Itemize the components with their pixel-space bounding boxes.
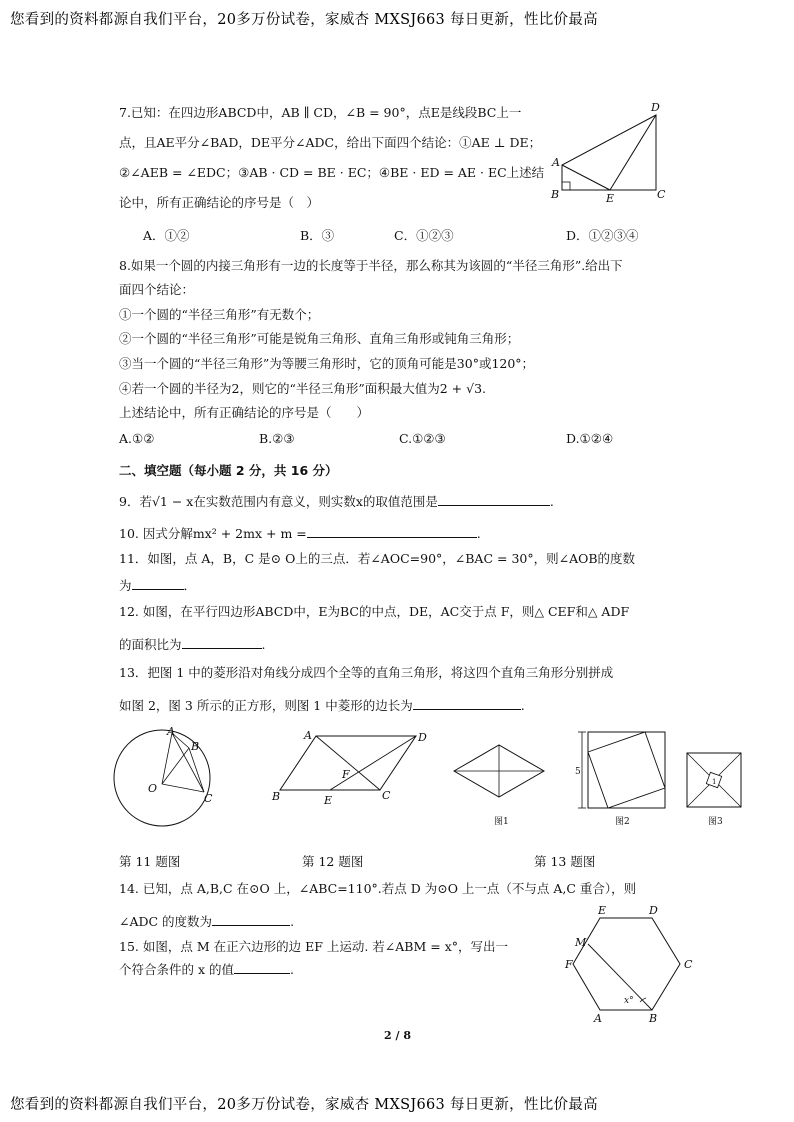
fig12-label-e: E [324, 794, 333, 807]
q8-line6: ④若一个圆的半径为2，则它的“半径三角形”面积最大值为2 + √3. [119, 381, 486, 396]
q7-label-b: B [551, 188, 560, 201]
q15-line1: 15. 如图，点 M 在正六边形的边 EF 上运动. 若∠ABM = x°，写出一 [119, 939, 508, 954]
fig11-label-o: O [148, 782, 158, 795]
top-banner: 您看到的资料都源自我们平台，20多万份试卷，家威杏 MXSJ663 每日更新，性比价最高 [10, 12, 598, 28]
q8-line5: ③当一个圆的“半径三角形”为等腰三角形时，它的顶角可能是30°或120°； [119, 356, 535, 371]
fig13-rhombus-figure [454, 745, 549, 805]
q15-line2 [119, 961, 294, 977]
fig15-label-c: C [684, 958, 693, 971]
q14-text: ∠ADC 的度数为 [119, 914, 213, 929]
caption-fig11: 第 11 题图 [119, 854, 181, 869]
fig15-label-f: F [565, 958, 573, 971]
q10-end: . [476, 526, 481, 541]
q9-answer-blank[interactable] [438, 493, 550, 506]
section-fill-blank-title: 二、填空题（每小题 2 分，共 16 分） [119, 463, 338, 478]
q8-option-b: B.②③ [259, 431, 295, 446]
q8-line3: ①一个圆的“半径三角形”有无数个； [119, 307, 320, 322]
fig15-label-e: E [598, 904, 607, 917]
q15-end: . [290, 962, 294, 977]
q14-line1: 14. 已知，点 A,B,C 在⊙O 上，∠ABC=110°.若点 D 为⊙O 上一点（不与点 A,C 重合），则 [119, 881, 637, 896]
q7-option-d: D．①②③④ [566, 228, 639, 243]
q9-end: . [549, 494, 554, 509]
q11-answer-blank[interactable] [132, 577, 184, 590]
fig13-label-side: 5 [575, 767, 581, 777]
fig13-caption-3: 图3 [708, 817, 723, 827]
q13-line2 [119, 697, 525, 713]
page-number: 2 / 8 [384, 1029, 411, 1042]
q11-text: 为 [119, 578, 132, 593]
fig11-label-c: C [204, 792, 213, 805]
caption-fig13: 第 13 题图 [534, 854, 596, 869]
q13-answer-blank[interactable] [413, 697, 521, 710]
caption-fig12: 第 12 题图 [302, 854, 364, 869]
fig12-label-f: F [342, 768, 350, 781]
q8-option-c: C.①②③ [399, 431, 446, 446]
q8-line1: 8.如果一个圆的内接三角形有一边的长度等于半径，那么称其为该圆的“半径三角形”.给出下 [119, 258, 623, 273]
fig12-parallelogram-figure [268, 726, 433, 811]
q14-answer-blank[interactable] [212, 913, 290, 926]
fig13-square-2-figure [575, 730, 670, 815]
q15-text: 个符合条件的 x 的值 [119, 962, 234, 977]
q10-text: 10. 因式分解mx² + 2mx + m = [119, 526, 307, 541]
q7-label-e: E [606, 192, 615, 205]
fig15-label-m: M [575, 936, 587, 949]
fig15-hexagon-figure [560, 902, 700, 1027]
q12-answer-blank[interactable] [182, 636, 262, 649]
q8-option-d: D.①②④ [566, 431, 614, 446]
fig13-caption-1: 图1 [494, 817, 509, 827]
fig11-label-b: B [191, 740, 200, 753]
q12-text: 的面积比为 [119, 637, 182, 652]
fig12-label-b: B [272, 790, 281, 803]
fig13-caption-2: 图2 [615, 817, 630, 827]
fig15-label-x: x° [624, 996, 634, 1006]
q14-line2 [119, 913, 294, 929]
fig15-label-d: D [649, 904, 658, 917]
q7-option-a: A．①② [143, 228, 190, 243]
q8-option-a: A.①② [119, 431, 155, 446]
q13-line1: 13．把图 1 中的菱形沿对角线分成四个全等的直角三角形，将这四个直角三角形分别拼成 [119, 665, 614, 680]
q7-label-d: D [651, 101, 660, 114]
q7-line2: 点，且AE平分∠BAD，DE平分∠ADC，给出下面四个结论：①AE ⊥ DE； [119, 135, 542, 150]
q14-end: . [290, 914, 295, 929]
q9-text: 9．若√1 − x在实数范围内有意义，则实数x的取值范围是 [119, 494, 438, 509]
q7-line3: ②∠AEB = ∠EDC；③AB · CD = BE · EC；④BE · ED = AE · EC上述结 [119, 165, 545, 180]
fig12-label-a: A [304, 729, 312, 742]
q11-line2 [119, 577, 196, 593]
q7-figure [550, 100, 670, 205]
q12-line1: 12. 如图，在平行四边形ABCD中，E为BC的中点，DE，AC交于点 F，则△ CEF和△ ADF [119, 604, 630, 619]
q7-line4: 论中，所有正确结论的序号是（ ） [119, 195, 320, 210]
q13-end: . [520, 698, 525, 713]
fig13-square-3-figure [686, 752, 746, 814]
q10-answer-blank[interactable] [307, 525, 477, 538]
q15-answer-blank[interactable] [234, 961, 290, 974]
q12-line2 [119, 636, 266, 652]
q8-line7: 上述结论中，所有正确结论的序号是（ ） [119, 405, 370, 420]
q7-option-c: C．①②③ [394, 228, 454, 243]
q7-line1: 7.已知：在四边形ABCD中，AB ∥ CD，∠B = 90°，点E是线段BC上一 [119, 105, 522, 120]
fig11-circle-figure [110, 725, 220, 828]
q7-label-a: A [552, 156, 560, 169]
bottom-banner: 您看到的资料都源自我们平台，20多万份试卷，家威杏 MXSJ663 每日更新，性比价最高 [10, 1097, 598, 1113]
fig15-label-a: A [594, 1012, 602, 1025]
q9 [119, 493, 554, 509]
fig12-label-d: D [418, 731, 427, 744]
fig11-label-a: A [167, 725, 175, 738]
q11-end: ． [183, 578, 197, 593]
fig13-label-inner: 1 [712, 778, 717, 786]
q8-line2: 面四个结论： [119, 282, 195, 297]
fig12-label-c: C [382, 789, 391, 802]
q12-end: . [261, 637, 266, 652]
q13-text: 如图 2，图 3 所示的正方形，则图 1 中菱形的边长为 [119, 698, 413, 713]
fig15-label-b: B [649, 1012, 658, 1025]
q10 [119, 525, 481, 541]
q11-line1: 11．如图，点 A，B，C 是⊙ O上的三点．若∠AOC=90°，∠BAC = 30°，则∠AOB的度数 [119, 551, 636, 566]
q7-label-c: C [657, 188, 666, 201]
q7-option-b: B．③ [300, 228, 335, 243]
q8-line4: ②一个圆的“半径三角形”可能是锐角三角形、直角三角形或钝角三角形； [119, 331, 520, 346]
